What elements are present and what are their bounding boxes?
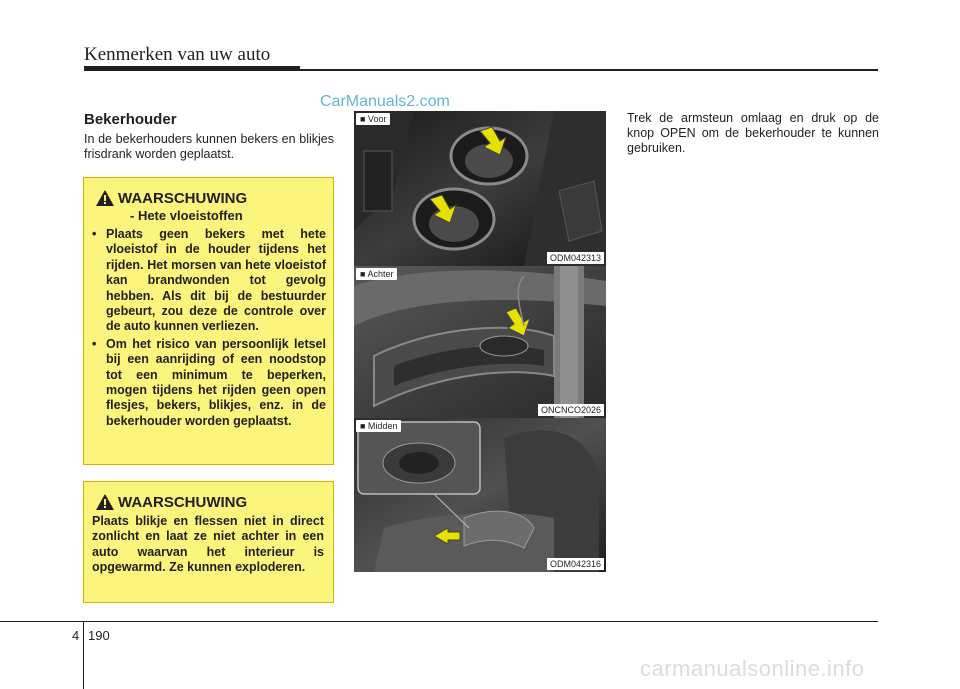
photo-code: ONCNCO2026 [538, 404, 604, 416]
photo-code: ODM042316 [547, 558, 604, 570]
section-heading: Bekerhouder [84, 111, 177, 128]
warning-triangle-icon [96, 190, 114, 206]
warning-box-sunlight [83, 481, 334, 603]
photo-code: ODM042313 [547, 252, 604, 264]
warning-item-text: Om het risico van persoonlijk letsel bij een aanrijding of een noodstop tot een minimum te beperken, mogen tijdens het rijden geen open flesjes, bekers, blikjes, enz. in de bekerhouder worden geplaatst. [106, 336, 326, 428]
chapter-title: Kenmerken van uw auto [84, 44, 271, 65]
armrest-instruction: Trek de armsteun omlaag en druk op de knop OPEN om de bekerhouder te kunnen gebruiken. [627, 111, 879, 155]
warning-list-item [92, 227, 326, 335]
watermark-top[interactable]: CarManuals2.com [320, 93, 450, 110]
watermark-bottom: carmanualsonline.info [640, 656, 865, 681]
warning-title: WAARSCHUWING [118, 494, 248, 511]
photo-label: ■ Voor [356, 113, 390, 125]
warning-item-text: Plaats geen bekers met hete vloeistof in de houder tijdens het rijden. Het morsen van hete vloeistof kan brandwonden tot gevolg hebben. Als dit bij de bestuurder gebeurt, zou deze de controle over de auto kunnen verliezen. [106, 227, 326, 334]
header-rule-thick [84, 66, 300, 71]
bullet: • [92, 336, 97, 351]
section-intro: In de bekerhouders kunnen bekers en blikjes frisdrank worden geplaatst. [84, 132, 334, 161]
footer-rule [0, 621, 878, 622]
warning-box-hot-liquids [83, 177, 334, 465]
photo-label: ■ Midden [356, 420, 401, 432]
warning-triangle-icon [96, 494, 114, 510]
warning-subtitle: - Hete vloeistoffen [130, 208, 243, 223]
photo-rear-cupholder [354, 266, 606, 418]
photo-label: ■ Achter [356, 268, 397, 280]
bullet: • [92, 227, 97, 241]
warning-text: Plaats blikje en flessen niet in direct zonlicht en laat ze niet achter in een auto waarvan het interieur is opgewarmd. Ze kunnen exploderen. [92, 514, 324, 575]
photo-front-cupholder [354, 111, 606, 266]
warning-list-item [92, 337, 326, 429]
rear-cupholder-illustration [354, 266, 606, 418]
footer-divider [83, 622, 84, 689]
chapter-number: 4 [72, 628, 80, 643]
page-number: 190 [88, 628, 110, 643]
warning-list [92, 227, 326, 431]
warning-title: WAARSCHUWING [118, 190, 248, 207]
photo-middle-cupholder [354, 418, 606, 572]
front-cupholder-illustration [354, 111, 606, 266]
header-rule-thin [300, 69, 878, 71]
middle-cupholder-illustration [354, 418, 606, 572]
